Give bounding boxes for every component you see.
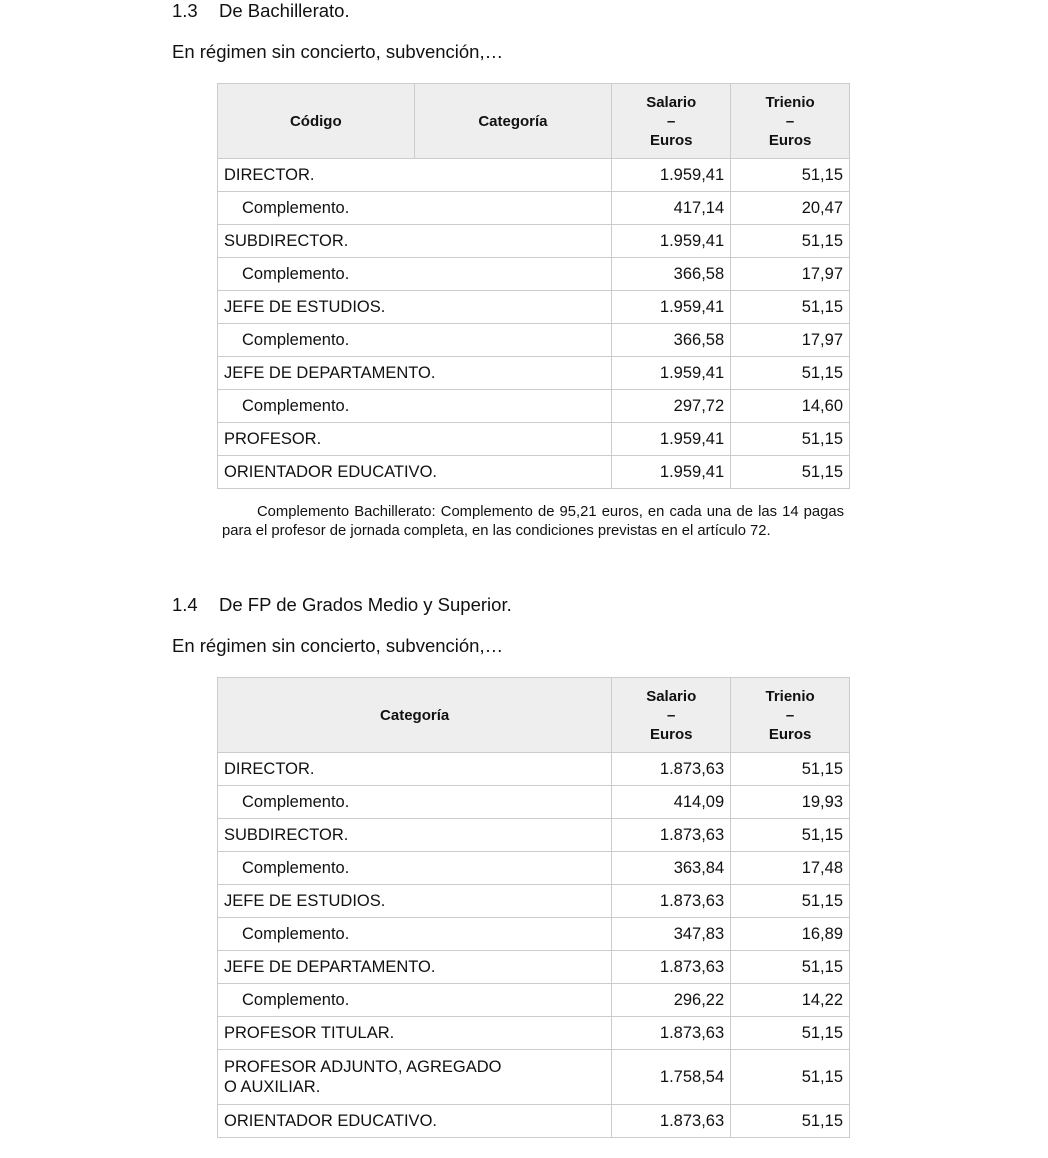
category-label: Complemento. [242, 990, 350, 1009]
row-trienio: 20,47 [731, 192, 850, 225]
category-label: JEFE DE DEPARTAMENTO. [224, 957, 436, 976]
header-trienio-line1: Trienio [765, 687, 815, 705]
category-label: JEFE DE ESTUDIOS. [224, 891, 386, 910]
table-header-row [218, 84, 850, 159]
row-trienio: 51,15 [731, 1105, 850, 1138]
row-trienio: 17,48 [731, 852, 850, 885]
row-trienio: 51,15 [731, 357, 850, 390]
table-header-row [218, 678, 850, 753]
section-number: 1.3 [172, 0, 198, 21]
row-salario: 1.873,63 [612, 951, 731, 984]
category-label: Complemento. [242, 330, 350, 349]
row-category [218, 159, 612, 192]
section-title: De FP de Grados Medio y Superior. [219, 594, 512, 615]
header-salario-line3: Euros [649, 725, 693, 743]
category-label: Complemento. [242, 924, 350, 943]
table-row [218, 852, 850, 885]
category-label: ORIENTADOR EDUCATIVO. [224, 1111, 437, 1130]
row-salario: 1.873,63 [612, 819, 731, 852]
category-label: DIRECTOR. [224, 165, 315, 184]
row-salario: 414,09 [612, 786, 731, 819]
header-salario-line2: – [667, 706, 676, 724]
section-title: De Bachillerato. [219, 0, 350, 21]
row-salario: 1.873,63 [612, 885, 731, 918]
category-label: PROFESOR TITULAR. [224, 1023, 395, 1042]
salary-table-bachillerato [217, 83, 850, 489]
section-heading-1-4 [172, 594, 512, 616]
header-trienio-line3: Euros [768, 725, 812, 743]
header-categoria: Categoría [218, 678, 612, 753]
table-row [218, 456, 850, 489]
row-salario: 1.959,41 [612, 291, 731, 324]
row-salario: 1.959,41 [612, 159, 731, 192]
header-trienio-line3: Euros [768, 131, 812, 149]
salary-table-fp [217, 677, 850, 1138]
row-trienio: 19,93 [731, 786, 850, 819]
row-trienio: 16,89 [731, 918, 850, 951]
row-salario: 366,58 [612, 324, 731, 357]
category-label: Complemento. [242, 792, 350, 811]
row-category [218, 918, 612, 951]
header-trienio [731, 84, 850, 159]
header-salario-line1: Salario [646, 93, 697, 111]
table-row [218, 1105, 850, 1138]
table-row [218, 918, 850, 951]
row-category [218, 456, 612, 489]
row-category [218, 258, 612, 291]
category-label: DIRECTOR. [224, 759, 315, 778]
row-salario: 1.873,63 [612, 1017, 731, 1050]
row-trienio: 51,15 [731, 291, 850, 324]
category-label: PROFESOR ADJUNTO, AGREGADO [224, 1058, 502, 1076]
category-label: Complemento. [242, 198, 350, 217]
category-label: ORIENTADOR EDUCATIVO. [224, 462, 437, 481]
header-salario [612, 678, 731, 753]
table-row [218, 885, 850, 918]
category-label: JEFE DE DEPARTAMENTO. [224, 363, 436, 382]
row-trienio: 17,97 [731, 258, 850, 291]
table-row [218, 258, 850, 291]
row-salario: 363,84 [612, 852, 731, 885]
header-trienio-line2: – [785, 112, 795, 130]
row-category [218, 852, 612, 885]
row-trienio: 51,15 [731, 819, 850, 852]
category-label: Complemento. [242, 264, 350, 283]
row-category [218, 984, 612, 1017]
row-category [218, 1050, 612, 1105]
header-categoria: Categoría [414, 84, 612, 159]
row-salario: 297,72 [612, 390, 731, 423]
table-row [218, 159, 850, 192]
row-trienio: 51,15 [731, 456, 850, 489]
table-row [218, 786, 850, 819]
table-row [218, 225, 850, 258]
section-intro: En régimen sin concierto, subvención,… [172, 41, 504, 62]
row-trienio: 51,15 [731, 159, 850, 192]
row-trienio: 14,22 [731, 984, 850, 1017]
row-trienio: 14,60 [731, 390, 850, 423]
row-trienio: 17,97 [731, 324, 850, 357]
row-salario: 1.959,41 [612, 225, 731, 258]
section-heading-1-3 [172, 0, 350, 22]
row-salario: 296,22 [612, 984, 731, 1017]
section-intro: En régimen sin concierto, subvención,… [172, 635, 504, 656]
row-category [218, 1017, 612, 1050]
row-salario: 417,14 [612, 192, 731, 225]
category-label: SUBDIRECTOR. [224, 231, 349, 250]
row-category [218, 885, 612, 918]
table-row [218, 819, 850, 852]
section-number: 1.4 [172, 594, 198, 615]
header-trienio-line1: Trienio [765, 93, 815, 111]
row-salario: 1.959,41 [612, 357, 731, 390]
row-trienio: 51,15 [731, 225, 850, 258]
category-label: JEFE DE ESTUDIOS. [224, 297, 386, 316]
category-label: Complemento. [242, 858, 350, 877]
row-category [218, 753, 612, 786]
table-row [218, 357, 850, 390]
complemento-note: Complemento Bachillerato: Complemento de 95,21 euros, en cada una de las 14 pagas para el profesor de jornada completa, en las condiciones previstas en el artículo 72. [222, 504, 844, 539]
header-salario-line1: Salario [646, 687, 697, 705]
row-category [218, 324, 612, 357]
row-salario: 366,58 [612, 258, 731, 291]
category-label: SUBDIRECTOR. [224, 825, 349, 844]
table-row [218, 291, 850, 324]
row-category [218, 192, 612, 225]
category-label: PROFESOR. [224, 429, 322, 448]
header-salario-line3: Euros [649, 131, 693, 149]
row-category [218, 819, 612, 852]
row-category [218, 786, 612, 819]
row-trienio: 51,15 [731, 753, 850, 786]
row-trienio: 51,15 [731, 1050, 850, 1105]
header-salario [612, 84, 731, 159]
row-salario: 347,83 [612, 918, 731, 951]
table-row [218, 753, 850, 786]
table-row [218, 390, 850, 423]
row-salario: 1.959,41 [612, 456, 731, 489]
table-row [218, 1017, 850, 1050]
row-salario: 1.873,63 [612, 753, 731, 786]
category-label-line2: O AUXILIAR. [224, 1078, 321, 1096]
table-row [218, 324, 850, 357]
header-trienio [731, 678, 850, 753]
row-trienio: 51,15 [731, 423, 850, 456]
row-category [218, 357, 612, 390]
category-label: Complemento. [242, 396, 350, 415]
table-row [218, 1050, 850, 1105]
header-salario-line2: – [667, 112, 676, 130]
row-category [218, 225, 612, 258]
row-trienio: 51,15 [731, 1017, 850, 1050]
table-row [218, 951, 850, 984]
row-category [218, 291, 612, 324]
header-trienio-line2: – [785, 706, 795, 724]
row-category [218, 1105, 612, 1138]
row-salario: 1.873,63 [612, 1105, 731, 1138]
row-trienio: 51,15 [731, 885, 850, 918]
table-row [218, 984, 850, 1017]
row-salario: 1.758,54 [612, 1050, 731, 1105]
table-row [218, 423, 850, 456]
table-row [218, 192, 850, 225]
row-category [218, 951, 612, 984]
row-salario: 1.959,41 [612, 423, 731, 456]
header-codigo: Código [218, 84, 415, 159]
row-category [218, 423, 612, 456]
row-trienio: 51,15 [731, 951, 850, 984]
row-category [218, 390, 612, 423]
